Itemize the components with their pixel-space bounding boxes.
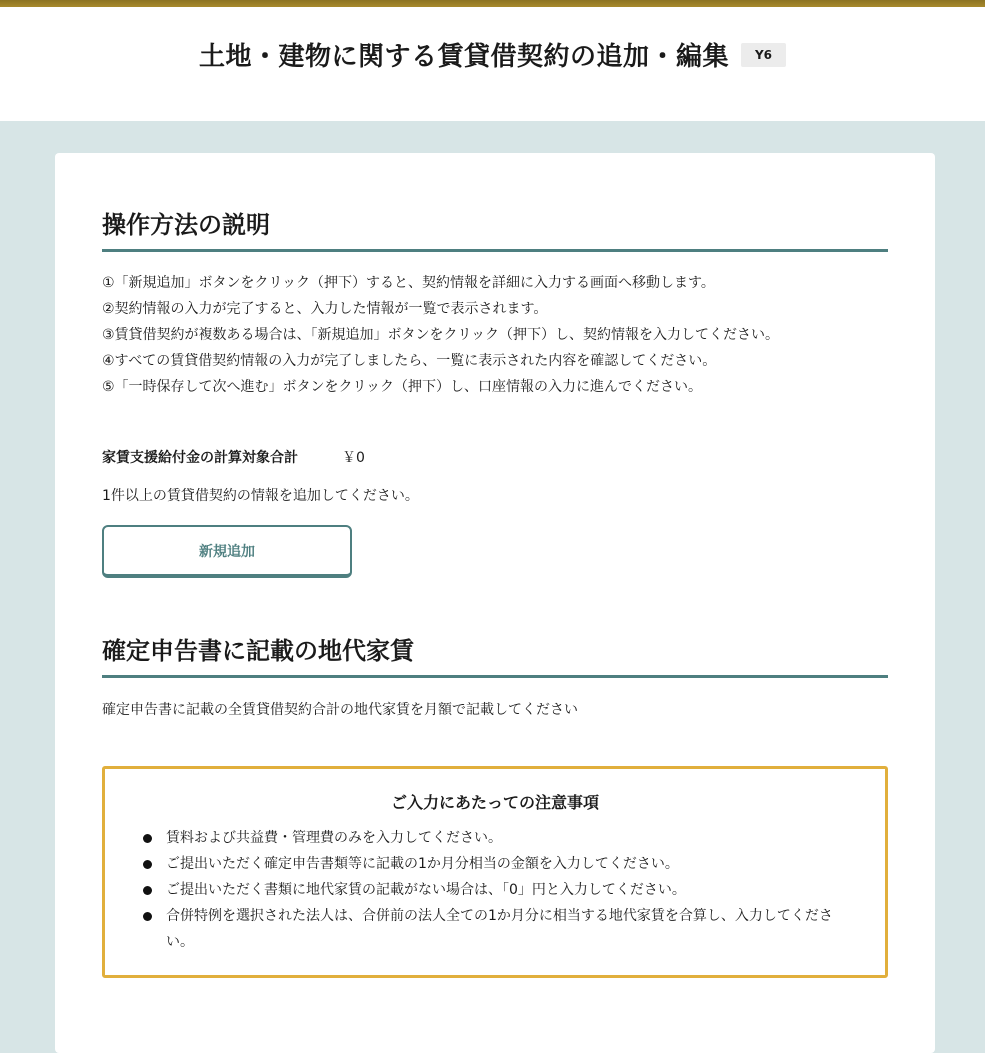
add-contract-prompt: 1件以上の賃貸借契約の情報を追加してください。	[102, 488, 419, 504]
main-area	[0, 121, 985, 1023]
rent-section-description: 確定申告書に記載の全賃貸借契約合計の地代家賃を月額で記載してください	[102, 702, 578, 718]
instructions-heading: 操作方法の説明	[102, 205, 888, 252]
notice-item	[143, 903, 850, 955]
notice-title: ご入力にあたっての注意事項	[390, 793, 599, 812]
notice-item	[143, 851, 850, 877]
bullet-icon	[143, 912, 152, 921]
instruction-step: ③賃貸借契約が複数ある場合は、「新規追加」ボタンをクリック（押下）し、契約情報を入力してください。	[102, 327, 779, 343]
instruction-step: ⑤「一時保存して次へ進む」ボタンをクリック（押下）し、口座情報の入力に進んでください。	[102, 379, 702, 395]
add-new-button[interactable]: 新規追加	[102, 525, 352, 578]
instructions-list	[102, 270, 892, 400]
instruction-step: ②契約情報の入力が完了すると、入力した情報が一覧で表示されます。	[102, 301, 548, 317]
bullet-icon	[143, 834, 152, 843]
notice-item-text: ご提出いただく確定申告書類等に記載の1か月分相当の金額を入力してください。	[166, 856, 679, 872]
rent-section-heading: 確定申告書に記載の地代家賃	[102, 631, 888, 678]
content-card	[55, 153, 935, 1053]
notice-box	[102, 766, 888, 978]
top-accent-bar	[0, 0, 985, 7]
subsidy-total-row	[102, 447, 365, 467]
notice-item-text: 賃料および共益費・管理費のみを入力してください。	[166, 830, 502, 846]
notice-item	[143, 825, 850, 851]
notice-item-text: 合併特例を選択された法人は、合併前の法人全ての1か月分に相当する地代家賃を合算し、入力してください。	[166, 908, 833, 950]
instruction-step: ④すべての賃貸借契約情報の入力が完了しましたら、一覧に表示された内容を確認してください。	[102, 353, 717, 369]
subsidy-total-value: ￥0	[342, 450, 365, 466]
notice-list	[105, 825, 885, 955]
bullet-icon	[143, 886, 152, 895]
page-header	[0, 7, 985, 121]
screen-code-badge: Y6	[741, 43, 786, 67]
subsidy-total-label: 家賃支援給付金の計算対象合計	[102, 450, 298, 466]
instruction-step: ①「新規追加」ボタンをクリック（押下）すると、契約情報を詳細に入力する画面へ移動します。	[102, 275, 715, 291]
bullet-icon	[143, 860, 152, 869]
notice-item	[143, 877, 850, 903]
page-title: 土地・建物に関する賃貸借契約の追加・編集	[198, 42, 729, 72]
notice-item-text: ご提出いただく書類に地代家賃の記載がない場合は、「0」円と入力してください。	[166, 882, 686, 898]
